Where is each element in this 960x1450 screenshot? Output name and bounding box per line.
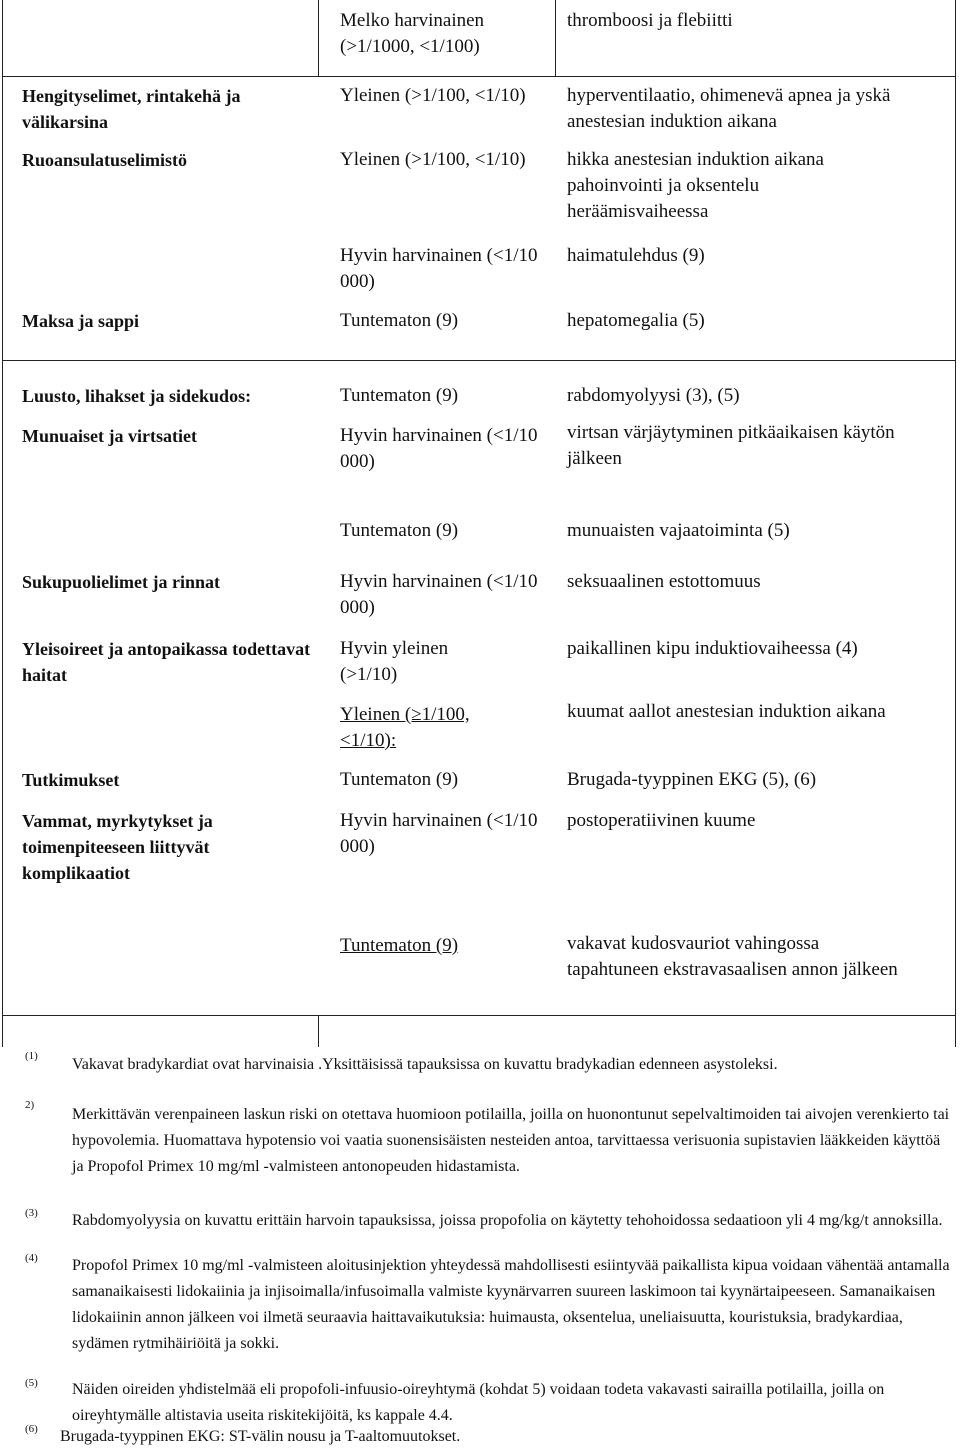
table-border-left xyxy=(2,0,3,1047)
table-cell-effect: munuaisten vajaatoiminta (5) xyxy=(567,520,790,541)
table-cell-organ: Tutkimukset xyxy=(22,770,120,790)
footnote-marker: (3) xyxy=(25,1207,38,1219)
table-cell-effect: Brugada-tyyppinen EKG (5), (6) xyxy=(567,769,817,790)
footnote-marker: (6) xyxy=(25,1423,38,1435)
table-cell-frequency: Hyvin harvinainen (<1/10 000) xyxy=(340,425,538,472)
footnote-text: Vakavat bradykardiat ovat harvinaisia .Yksittäisissä tapauksissa on kuvattu bradykadian edenneen asystoleksi. xyxy=(72,1056,778,1073)
table-cell-effect: hyperventilaatio, ohimenevä apnea ja yskä anestesian induktion aikana xyxy=(567,85,891,132)
table-cell-frequency: Yleinen (>1/100, <1/10) xyxy=(340,85,526,106)
table-cell-frequency: Hyvin harvinainen (<1/10 000) xyxy=(340,810,538,857)
table-cell-frequency: Hyvin yleinen (>1/10) xyxy=(340,638,449,685)
table-cell-frequency: Yleinen (>1/100, <1/10) xyxy=(340,149,526,170)
table-cell-organ: Hengityselimet, rintakehä ja välikarsina xyxy=(22,86,241,132)
table-cell-frequency: Tuntematon (9) xyxy=(340,385,459,406)
table-cell-organ: Luusto, lihakset ja sidekudos: xyxy=(22,386,252,406)
table-column-divider-2 xyxy=(555,0,556,77)
table-border-right xyxy=(955,0,956,1047)
table-cell-effect: virtsan värjäytyminen pitkäaikaisen käytön jälkeen xyxy=(567,422,895,469)
table-cell-effect: kuumat aallot anestesian induktion aikana xyxy=(567,701,886,722)
table-row-divider-bottom xyxy=(2,1015,956,1016)
table-cell-organ: Munuaiset ja virtsatiet xyxy=(22,426,197,446)
footnote-text: Näiden oireiden yhdistelmää eli propofoli-infuusio-oireyhtymä (kohdat 5) voidaan todeta vakavasti sairailla potilailla, joilla on oireyhtymälle altistavia useita riskitekijöitä, ks kappale 4.4. xyxy=(72,1381,885,1424)
table-cell-frequency: Tuntematon (9) xyxy=(340,769,459,790)
table-cell-frequency: Melko harvinainen (>1/1000, <1/100) xyxy=(340,10,485,57)
table-cell-frequency: Tuntematon (9) xyxy=(340,310,459,331)
table-cell-effect: paikallinen kipu induktiovaiheessa (4) xyxy=(567,638,858,659)
table-cell-effect: rabdomyolyysi (3), (5) xyxy=(567,385,740,406)
table-cell-frequency: Hyvin harvinainen (<1/10 000) xyxy=(340,571,538,618)
footnote-text: Merkittävän verenpaineen laskun riski on otettava huomioon potilailla, joilla on huonontunut sepelvaltimoiden tai aivojen verenkierto tai hypovolemia. Huomattava hypotensio voi vaatia suonensisäisten nesteiden antoa, tarvittaessa verisuonia supistavien lääkkeiden käyttöä ja Propofol Primex 10 mg/ml -valmisteen antonopeuden hidastamista. xyxy=(72,1106,950,1175)
footnote-marker: (1) xyxy=(25,1050,38,1062)
table-cell-effect: postoperatiivinen kuume xyxy=(567,810,756,831)
table-cell-effect: seksuaalinen estottomuus xyxy=(567,571,761,592)
table-column-divider-1b xyxy=(318,1015,319,1047)
footnote-text: Brugada-tyyppinen EKG: ST-välin nousu ja T-aaltomuutokset. xyxy=(60,1428,461,1445)
table-cell-effect: hikka anestesian induktion aikana pahoinvointi ja oksentelu heräämisvaiheessa xyxy=(567,149,824,222)
table-cell-effect: hepatomegalia (5) xyxy=(567,310,705,331)
table-row-divider-top xyxy=(2,76,956,77)
table-cell-organ: Vammat, myrkytykset ja toimenpiteeseen liittyvät komplikaatiot xyxy=(22,811,213,883)
table-cell-frequency: Tuntematon (9) xyxy=(340,520,459,541)
footnote-text: Propofol Primex 10 mg/ml -valmisteen aloitusinjektion yhteydessä mahdollisesti esiintyvää paikallista kipua voidaan vähentää antamalla samanaikaisesti lidokaiinia ja injisoimalla/infusoimalla valmiste kyynärvarren suureen laskimoon tai kyynärtaipeeseen. Samanaikaisen lidokaiinin annon jälkeen voi ilmetä seuraavia haittavaikutuksia: huimausta, oksentelua, uneliaisuutta, kouristuksia, bradykardiaa, sydämen rytmihäiriöitä ja sokki. xyxy=(72,1257,950,1352)
footnote-marker: (4) xyxy=(25,1252,38,1264)
table-cell-organ: Maksa ja sappi xyxy=(22,311,140,331)
table-cell-frequency: Tuntematon (9) xyxy=(340,935,459,956)
table-row-divider-mid xyxy=(2,360,956,361)
footnote-marker: 2) xyxy=(25,1099,35,1111)
table-cell-organ: Sukupuolielimet ja rinnat xyxy=(22,572,221,592)
footnote-text: Rabdomyolyysia on kuvattu erittäin harvoin tapauksissa, joissa propofolia on käytetty tehohoidossa sedaatioon yli 4 mg/kg/t annoksilla. xyxy=(72,1212,943,1229)
table-cell-frequency: Yleinen (≥1/100, <1/10): xyxy=(340,704,470,751)
table-cell-effect: vakavat kudosvauriot vahingossa tapahtuneen ekstravasaalisen annon jälkeen xyxy=(567,933,898,980)
table-cell-effect: thromboosi ja flebiitti xyxy=(567,10,733,31)
table-cell-organ: Ruoansulatuselimistö xyxy=(22,150,188,170)
table-column-divider-1 xyxy=(318,0,319,77)
table-cell-effect: haimatulehdus (9) xyxy=(567,245,705,266)
table-cell-frequency: Hyvin harvinainen (<1/10 000) xyxy=(340,245,538,292)
table-cell-organ: Yleisoireet ja antopaikassa todettavat haitat xyxy=(22,639,311,685)
footnote-marker: (5) xyxy=(25,1377,38,1389)
